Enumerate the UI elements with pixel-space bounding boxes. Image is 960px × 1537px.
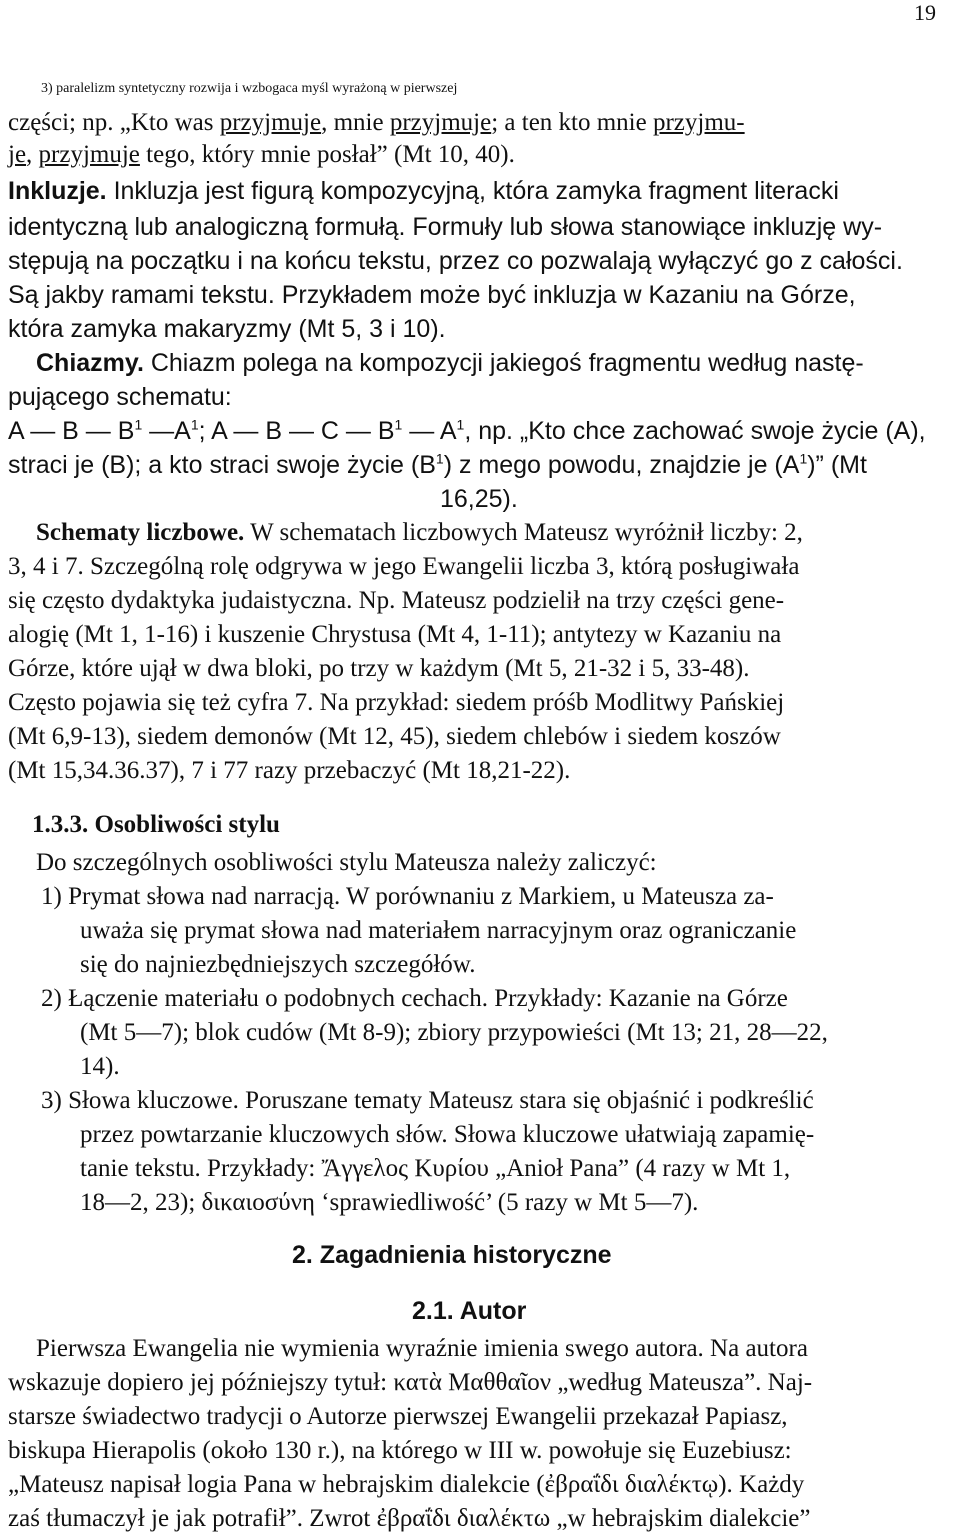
- line-text: która zamyka makaryzmy (Mt 5, 3 i 10).: [8, 315, 446, 343]
- line-text: Są jakby ramami tekstu. Przykładem może być inkluzja w Kazaniu na Górze,: [8, 281, 856, 309]
- list-item: [41, 984, 788, 1014]
- section-label: Inkluzje.: [8, 177, 107, 205]
- line-text: Często pojawia się też cyfra 7. Na przykład: siedem próśb Modlitwy Pańskiej: [8, 689, 785, 716]
- line-text: się często dydaktyka judaistyczna. Np. Mateusz podzielił na trzy części gene-: [8, 587, 785, 614]
- text-line: [8, 654, 750, 684]
- superscript: 1: [190, 416, 199, 433]
- line-text: (Mt 15,34.36.37), 7 i 77 razy przebaczyć (Mt 18,21-22).: [8, 757, 571, 784]
- text-line: [8, 620, 781, 650]
- text-line: [8, 246, 903, 276]
- line-text: 14).: [80, 1053, 120, 1080]
- text-line: [8, 382, 232, 412]
- text-line: [36, 348, 864, 378]
- line-text: 3) paralelizm syntetyczny rozwija i wzbogaca myśl wyrażoną w pierwszej: [41, 81, 458, 96]
- line-text: 2) Łączenie materiału o podobnych cechach. Przykłady: Kazanie na Górze: [41, 985, 788, 1012]
- underlined-word: przyjmuje: [219, 109, 322, 136]
- text-line: [8, 586, 784, 616]
- line-text: )” (Mt: [807, 451, 867, 479]
- list-item: [41, 882, 774, 912]
- underlined-word: przyjmu-: [652, 109, 745, 136]
- line-text: ; a ten kto mnie: [491, 109, 653, 136]
- line-text: wskazuje dopiero jej późniejszy tytuł: κατὰ Μαθθαῖον „według Mateusza”. Naj-: [8, 1369, 813, 1396]
- line-text: , np. „Kto chce zachować swoje życie (A),: [464, 417, 926, 445]
- page-number: 19: [914, 0, 936, 25]
- line-text: (Mt 5—7); blok cudów (Mt 8-9); zbiory przypowieści (Mt 13; 21, 28—22,: [80, 1019, 828, 1046]
- line-text: „Mateusz napisał logia Pana w hebrajskim dialekcie (ἐβραΐδι διαλέκτῳ). Każdy: [8, 1471, 805, 1498]
- line-text: stępują na początku i na końcu tekstu, przez co pozwalają wyłączyć go z całości.: [8, 247, 903, 275]
- line-text: starsze świadectwo tradycji o Autorze pierwszej Ewangelii przekazał Papiasz,: [8, 1403, 788, 1430]
- line-text: 3, 4 i 7. Szczególną rolę odgrywa w jego Ewangelii liczba 3, którą posługiwała: [8, 553, 800, 580]
- line-text: ) z mego powodu, znajdzie je (A: [443, 451, 800, 479]
- line-text: Inkluzja jest figurą kompozycyjną, która zamyka fragment literacki: [106, 177, 839, 205]
- line-text: części; np. „Kto was: [8, 109, 220, 136]
- line-text: 3) Słowa kluczowe. Poruszane tematy Mateusz stara się objaśnić i podkreślić: [41, 1087, 814, 1114]
- section-heading: 1.3.3. Osobliwości stylu: [32, 811, 280, 838]
- text-line: [8, 450, 867, 480]
- text-line: [8, 140, 515, 170]
- text-line: [8, 280, 856, 310]
- line-text: przez powtarzanie kluczowych słów. Słowa kluczowe ułatwiają zapamię-: [80, 1121, 815, 1148]
- line-text: — A: [402, 417, 457, 445]
- text-line: [8, 1504, 811, 1534]
- list-item: [41, 1086, 814, 1116]
- line-text: 18—2, 23); δικαιοσύνη ‘sprawiedliwość’ (5 razy w Mt 5—7).: [80, 1189, 699, 1216]
- text-line: [8, 722, 781, 752]
- chapter-heading: 2. Zagadnienia historyczne: [292, 1241, 612, 1269]
- line-text: ; A — B — C — B: [198, 417, 395, 445]
- line-text: biskupa Hierapolis (około 130 r.), na którego w III w. powołuje się Euzebiusz:: [8, 1437, 792, 1464]
- underlined-word: przyjmuje: [389, 109, 492, 136]
- text-line: [8, 314, 446, 344]
- text-line: [8, 212, 882, 242]
- superscript: 1: [435, 450, 444, 467]
- superscript: 1: [394, 416, 403, 433]
- text-line: [36, 518, 803, 548]
- section-heading: 2.1. Autor: [412, 1297, 527, 1325]
- text-line: [80, 1018, 828, 1048]
- text-line: [80, 916, 796, 946]
- superscript: 1: [799, 450, 808, 467]
- text-line: [8, 176, 839, 206]
- line-text: —A: [142, 417, 191, 445]
- line-text: zaś tłumaczył je jak potrafił”. Zwrot ἐβραΐδι διαλέκτω „w hebrajskim dialekcie”: [8, 1505, 811, 1532]
- text-line: [8, 108, 745, 138]
- underlined-word: przyjmuje: [38, 141, 140, 168]
- text-line: [8, 1402, 788, 1432]
- text-line: [36, 1334, 808, 1364]
- text-line: [8, 1436, 792, 1466]
- text-line: [80, 950, 475, 980]
- underlined-word: je: [8, 141, 27, 168]
- line-text: ,: [26, 141, 39, 168]
- line-text: 16,25).: [440, 485, 518, 513]
- line-text: uważa się prymat słowa nad materiałem narracyjnym oraz ograniczanie: [80, 917, 797, 944]
- line-text: tego, który mnie posłał” (Mt 10, 40).: [139, 141, 515, 168]
- text-line: [8, 1368, 812, 1398]
- text-line: [440, 484, 518, 514]
- text-line: [8, 1470, 804, 1500]
- text-line: [80, 1120, 814, 1150]
- line-text: , mnie: [321, 109, 390, 136]
- line-text: Do szczególnych osobliwości stylu Mateusza należy zaliczyć:: [36, 849, 657, 876]
- text-line: [36, 848, 657, 878]
- superscript: 1: [134, 416, 143, 433]
- superscript: 1: [456, 416, 465, 433]
- text-line: [80, 1188, 698, 1218]
- section-label: Schematy liczbowe.: [36, 519, 245, 546]
- text-line: [8, 756, 570, 786]
- line-text: 1) Prymat słowa nad narracją. W porównaniu z Markiem, u Mateusza za-: [41, 883, 774, 910]
- line-text: identyczną lub analogiczną formułą. Formuły lub słowa stanowiące inkluzję wy-: [8, 213, 883, 241]
- line-text: (Mt 6,9-13), siedem demonów (Mt 12, 45), siedem chlebów i siedem koszów: [8, 723, 781, 750]
- text-line: [8, 416, 926, 446]
- line-text: Pierwsza Ewangelia nie wymienia wyraźnie imienia swego autora. Na autora: [36, 1335, 808, 1362]
- text-line: [80, 1052, 120, 1082]
- text-line: [8, 688, 784, 718]
- text-line: [8, 552, 799, 582]
- line-text: tanie tekstu. Przykłady: Ἄγγελος Κυρίου „Anioł Pana” (4 razy w Mt 1,: [80, 1155, 791, 1182]
- line-text: A — B — B: [8, 417, 135, 445]
- line-text: pującego schematu:: [8, 383, 232, 411]
- text-line: [41, 74, 953, 104]
- line-text: Górze, które ujął w dwa bloki, po trzy w każdym (Mt 5, 21-32 i 5, 33-48).: [8, 655, 750, 682]
- section-label: Chiazmy.: [36, 349, 144, 377]
- line-text: straci je (B); a kto straci swoje życie (B: [8, 451, 436, 479]
- line-text: alogię (Mt 1, 1-16) i kuszenie Chrystusa (Mt 4, 1-11); antytezy w Kazaniu na: [8, 621, 782, 648]
- line-text: się do najniezbędniejszych szczegółów.: [80, 951, 476, 978]
- line-text: W schematach liczbowych Mateusz wyróżnił liczby: 2,: [244, 519, 803, 546]
- text-line: [80, 1154, 790, 1184]
- line-text: Chiazm polega na kompozycji jakiegoś fragmentu według nastę-: [143, 349, 864, 377]
